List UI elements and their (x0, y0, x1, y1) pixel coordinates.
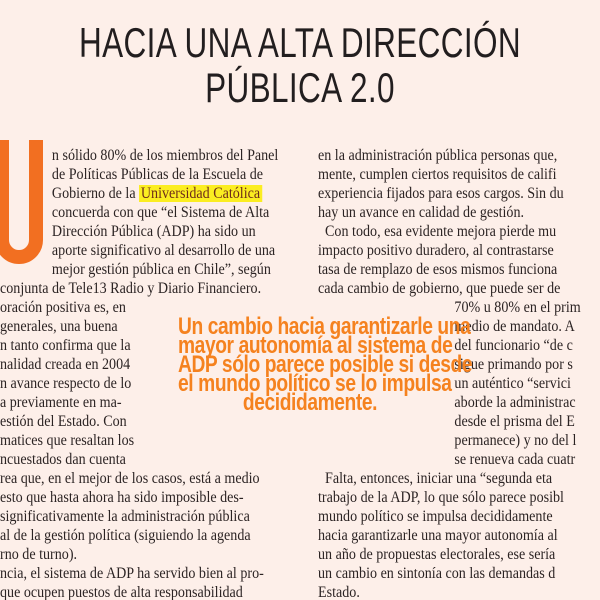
text-line: del funcionario “de c (454, 337, 573, 354)
text-line: mayor autonomía al sistema de (178, 332, 453, 359)
text-line: se renueva cada cuatr (454, 451, 576, 468)
text-line: que ocupen puestos de alta responsabilidad (0, 584, 243, 600)
text-line: al de la gestión política (siguiendo la agenda (0, 527, 251, 544)
left-full-lines (0, 279, 370, 298)
text-line: n tanto confirma que la (0, 337, 131, 354)
text-line: esto que hasta ahora ha sido imposible des- (0, 489, 244, 506)
left-paragraph-start (0, 146, 370, 184)
text-line: un auténtico “servici (454, 375, 571, 392)
text-line: un año de propuestas electorales, ese sería (318, 546, 556, 563)
text-line: concuerda con que “el Sistema de Alta (51, 204, 270, 221)
text-line: mente, cumplen ciertos requisitos de califi (318, 166, 557, 183)
text-line: aborde la administrac (454, 394, 576, 411)
text-line: n sólido 80% de los miembros del Panel (51, 147, 279, 164)
right-bottom-lines (318, 469, 600, 600)
text-line: nalidad creada en 2004 (0, 356, 131, 373)
text-line: desde el prisma del E (454, 413, 575, 430)
text-line: tasa de remplazo de esos mismos funciona (318, 261, 558, 278)
text-line: un cambio en sintonía con las demandas d (318, 565, 556, 582)
text-line: ncuestados dan cuenta (0, 451, 126, 468)
text-line: aporte significativo al desarrollo de una (51, 242, 276, 259)
text-line: rea que, en el mejor de los casos, está a medio (0, 470, 260, 487)
text-line: estión del Estado. Con (0, 413, 127, 430)
text-line: impacto positivo duradero, al contrastarse (318, 242, 554, 259)
headline-line-1: HACIA UNA ALTA DIRECCIÓN (79, 19, 521, 66)
pull-quote (178, 313, 473, 416)
text-line: hay un avance en calidad de gestión. (318, 204, 525, 221)
text-line: el mundo político se lo impulsa (178, 370, 452, 397)
text-line: en la administración pública personas que, (318, 147, 558, 164)
text-line: cada cambio de gobierno, que puede ser de (318, 280, 561, 297)
text-line: significativamente la administración pública (0, 508, 250, 525)
text-line: ncia, el sistema de ADP ha servido bien al pro- (0, 565, 264, 582)
text-line: permanece) y no del l (454, 432, 577, 449)
page-title (75, 20, 525, 110)
text-line: ADP sólo parece posible si desde (178, 351, 473, 378)
text-line: sigue primando por s (454, 356, 573, 373)
headline-line-2: PÚBLICA 2.0 (205, 64, 395, 111)
text-line: mundo político se impulsa decididamente (318, 508, 553, 525)
text-line: experiencia fijados para esos cargos. Sin du (318, 185, 564, 202)
text-line: rno de turno). (0, 546, 78, 563)
left-bottom-lines (0, 469, 370, 600)
right-top-lines (318, 146, 600, 298)
highlight-universidad-catolica: Universidad Católica (140, 185, 261, 202)
text-line: Falta, entonces, iniciar una “segunda eta (318, 470, 553, 487)
text-line: Un cambio hacia garantizarle una (178, 313, 471, 340)
text-line: generales, una buena (0, 318, 118, 335)
highlight-prefix: Gobierno de la (51, 185, 140, 202)
text-line: trabajo de la ADP, lo que sólo parece posibl (318, 489, 564, 506)
text-line: Dirección Pública (ADP) ha sido un (51, 223, 256, 240)
text-line: mejor gestión pública en Chile”, según (51, 261, 271, 278)
left-paragraph-end (0, 203, 370, 279)
text-line: 70% u 80% en el prim (454, 299, 581, 316)
text-line: hacia garantizarle una mayor autonomía al (318, 527, 558, 544)
text-line: decididamente. (242, 389, 378, 416)
text-line: a previamente en ma- (0, 394, 122, 411)
text-line: Estado. (318, 584, 360, 600)
text-line: n avance respecto de lo (0, 375, 132, 392)
text-line: oración positiva es, en (0, 299, 126, 316)
text-line: medio de mandato. A (454, 318, 575, 335)
text-line: conjunta de Tele13 Radio y Diario Financiero. (0, 280, 262, 297)
text-line: matices que resaltan los (0, 432, 135, 449)
text-line: de Políticas Públicas de la Escuela de (51, 166, 264, 183)
text-line: Con todo, esa evidente mejora pierde mu (318, 223, 557, 240)
